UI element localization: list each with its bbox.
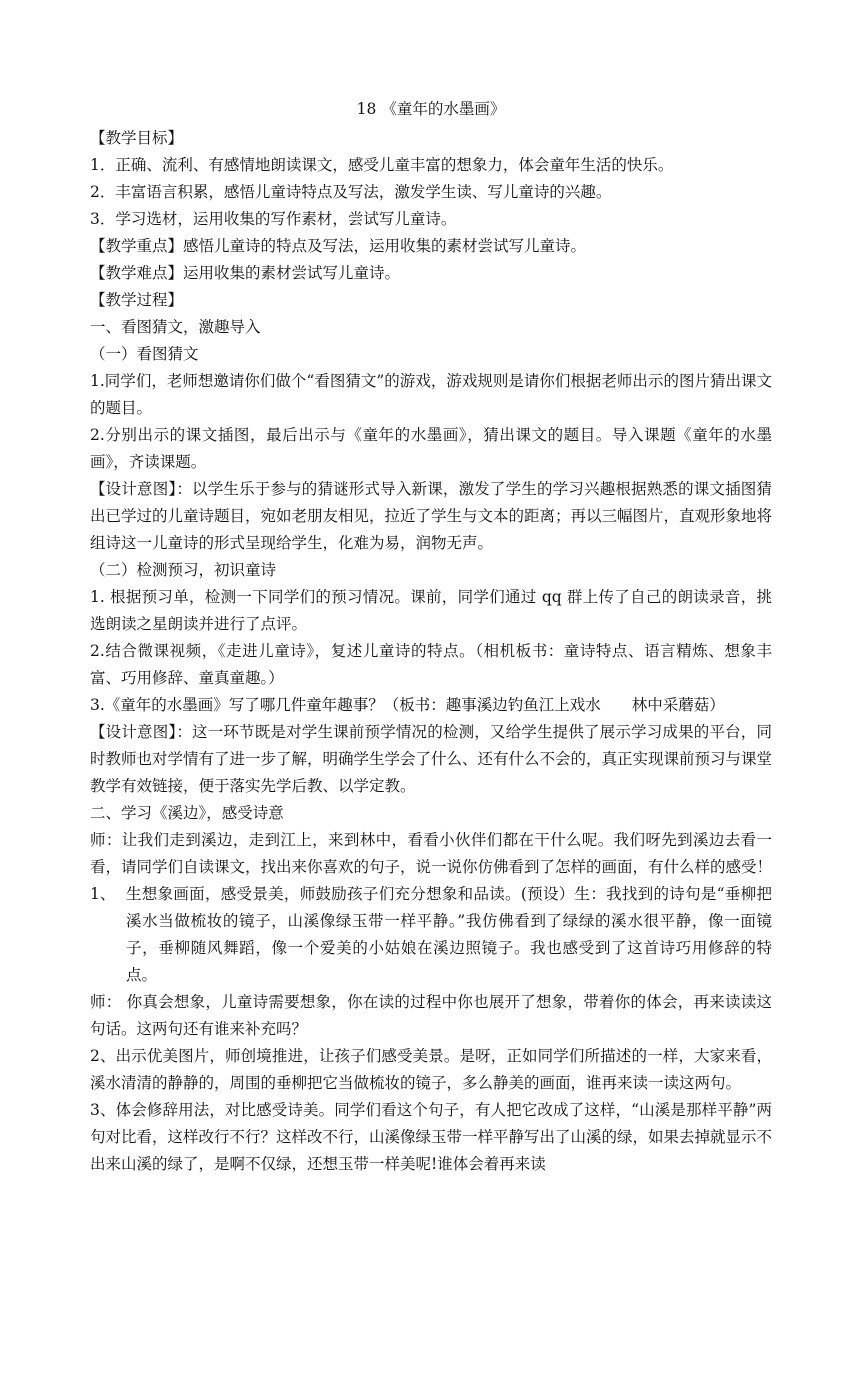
heading-teaching-process: 【教学过程】 [90,291,184,309]
teaching-focus: 【教学重点】感悟儿童诗的特点及写法，运用收集的素材尝试写儿童诗。 [90,237,587,255]
goal-item-3: 3．学习选材，运用收集的写作素材，尝试写儿童诗。 [90,210,457,228]
goal-item-1: 1．正确、流利、有感情地朗读课文，感受儿童丰富的想象力，体会童年生活的快乐。 [90,156,674,174]
paragraph: 1.同学们，老师想邀请你们做个“看图猜文”的游戏，游戏规则是请你们根据老师出示的图片猜出课文的题目。 [90,372,772,417]
paragraph: 3.《童年的水墨画》写了哪几件童年趣事？（板书：趣事溪边钓鱼江上戏水 林中采蘑菇） [90,696,725,714]
subsection-heading-1: （一）看图猜文 [90,345,199,363]
paragraph: 师：让我们走到溪边，走到江上，来到林中，看看小伙伴们都在干什么呢。我们呀先到溪边去看一看，请同学们自读课文，找出来你喜欢的句子，说一说你仿佛看到了怎样的画面，有什么样的感受！ [90,831,773,876]
paragraph: 师： 你真会想象，儿童诗需要想象，你在读的过程中你也展开了想象，带着你的体会，再来读读这句话。这两句还有谁来补充吗？ [90,993,772,1038]
list-item-text: 生想象画面，感受景美，师鼓励孩子们充分想象和品读。(预设）生：我找到的诗句是“垂柳把溪水当做梳妆的镜子，山溪像绿玉带一样平静。”我仿佛看到了绿绿的溪水很平静，像一面镜子，垂柳随风舞蹈，像一个爱美的小姑娘在溪边照镜子。我也感受到了这首诗巧用修辞的特点。 [126,885,772,984]
paragraph: 3、体会修辞用法，对比感受诗美。同学们看这个句子，有人把它改成了这样，“山溪是那样平静”两句对比看，这样改行不行？这样改不行，山溪像绿玉带一样平静写出了山溪的绿，如果去掉就显示不出来山溪的绿了，是啊不仅绿，还想玉带一样美呢!谁体会着再来读 [90,1101,773,1173]
section-heading-2: 二、学习《溪边》，感受诗意 [90,804,284,822]
document-page [90,96,772,1178]
document-title: 18 《童年的水墨画》 [356,100,506,118]
design-intent-paragraph: 【设计意图】：以学生乐于参与的猜谜形式导入新课，激发了学生的学习兴趣根据熟悉的课文插图猜出已学过的儿童诗题目，宛如老朋友相见，拉近了学生与文本的距离；再以三幅图片，直观形象地将组诗这一儿童诗的形式呈现给学生，化难为易，润物无声。 [90,480,773,552]
paragraph: 2、出示优美图片，师创境推进，让孩子们感受美景。是呀，正如同学们所描述的一样，大家来看，溪水清清的静静的，周围的垂柳把它当做梳妆的镜子，多么静美的画面，谁再来读一读这两句。 [90,1047,772,1092]
paragraph: 1. 根据预习单，检测一下同学们的预习情况。课前，同学们通过 qq 群上传了自己的朗读录音，挑选朗读之星朗读并进行了点评。 [90,588,772,633]
section-heading-1: 一、看图猜文，激趣导入 [90,318,261,336]
goal-item-2: 2．丰富语言积累，感悟儿童诗特点及写法，激发学生读、写儿童诗的兴趣。 [90,183,612,201]
subsection-heading-2: （二）检测预习，初识童诗 [90,561,277,579]
paragraph: 2.分别出示的课文插图，最后出示与《童年的水墨画》，猜出课文的题目。导入课题《童年的水墨画》，齐读课题。 [90,426,772,471]
paragraph: 2.结合微课视频，《走进儿童诗》，复述儿童诗的特点。（相机板书：童诗特点、语言精炼、想象丰富、巧用修辞、童真童趣。） [90,642,772,687]
teaching-difficulty: 【教学难点】运用收集的素材尝试写儿童诗。 [90,264,401,282]
heading-teaching-goals: 【教学目标】 [90,129,184,147]
numbered-list-item [90,881,772,989]
list-item-number: 1、 [90,885,116,903]
design-intent-paragraph: 【设计意图】：这一环节既是对学生课前预学情况的检测，又给学生提供了展示学习成果的平台，同时教师也对学情有了进一步了解，明确学生学会了什么、还有什么不会的，真正实现课前预习与课堂教学有效链接，便于落实先学后教、以学定教。 [90,723,773,795]
